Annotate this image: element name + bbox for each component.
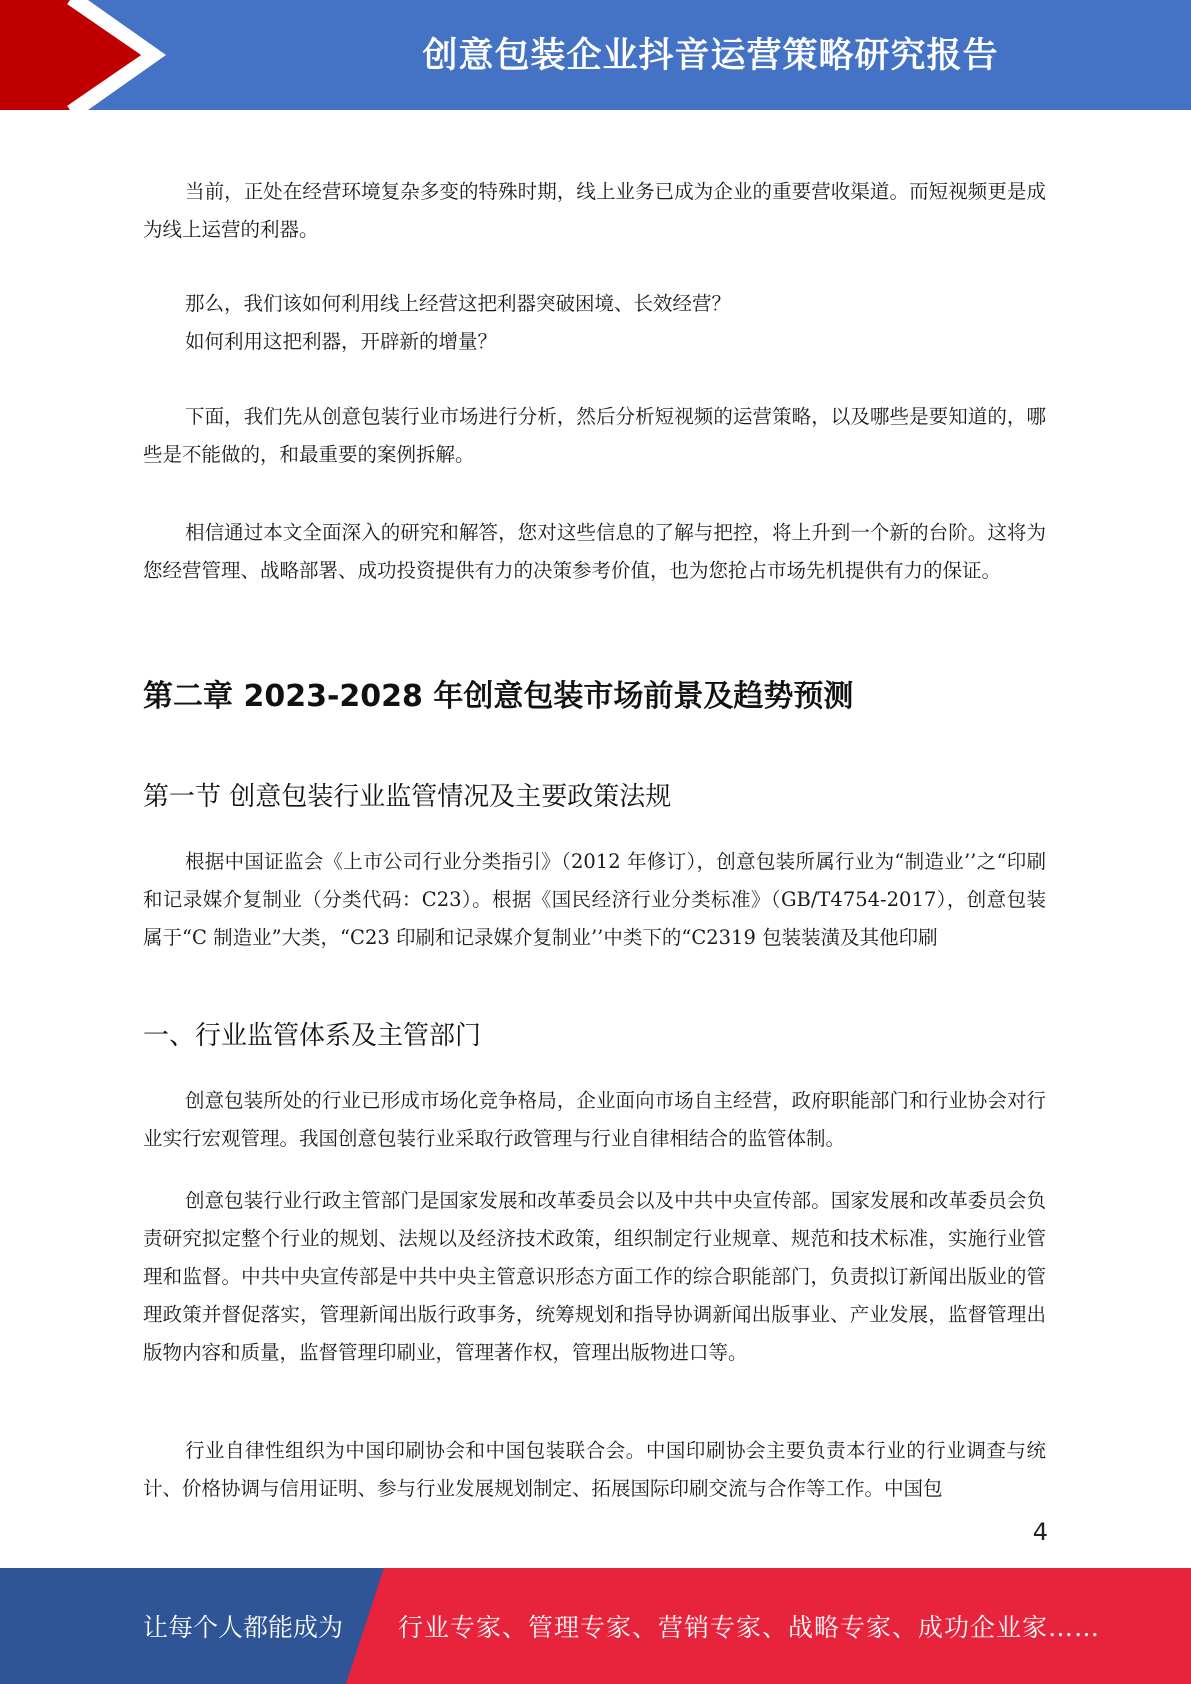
footer-slogan-right: 行业专家、管理专家、营销专家、战略专家、成功企业家……	[398, 1613, 1101, 1642]
section-body-paragraph: 根据中国证监会《上市公司行业分类指引》（2012 年修订），创意包装所属行业为“制造业’’之“印刷和记录媒介复制业（分类代码：C23）。根据《国民经济行业分类标准》（GB/T4754-2017），创意包装属于“C 制造业”大类，“C23 印刷和记录媒介复制业’’中类下的“C2319 包装装潢及其他印刷	[143, 850, 1046, 949]
subsection-paragraph-3: 行业自律性组织为中国印刷协会和中国包装联合会。中国印刷协会主要负责本行业的行业调查与统计、价格协调与信用证明、参与行业发展规划制定、拓展国际印刷交流与合作等工作。中国包	[143, 1439, 1046, 1500]
chapter-title: 第二章 2023-2028 年创意包装市场前景及趋势预测	[143, 679, 854, 714]
question-line-1: 那么，我们该如何利用线上经营这把利器突破困境、长效经营？	[185, 292, 732, 315]
footer-slogan-left: 让每个人都能成为	[143, 1613, 344, 1642]
subsection-title: 一、行业监管体系及主管部门	[143, 1021, 482, 1051]
question-line-2: 如何利用这把利器，开辟新的增量？	[185, 330, 498, 353]
page-number: 4	[1032, 1518, 1048, 1546]
header-banner	[0, 0, 1191, 110]
section-title: 第一节 创意包装行业监管情况及主要政策法规	[143, 782, 672, 812]
intro-paragraph: 当前，正处在经营环境复杂多变的特殊时期，线上业务已成为企业的重要营收渠道。而短视频更是成为线上运营的利器。	[143, 180, 1046, 241]
subsection-paragraph-1: 创意包装所处的行业已形成市场化竞争格局，企业面向市场自主经营，政府职能部门和行业协会对行业实行宏观管理。我国创意包装行业采取行政管理与行业自律相结合的监管体制。	[143, 1089, 1046, 1150]
conclusion-paragraph: 相信通过本文全面深入的研究和解答，您对这些信息的了解与把控，将上升到一个新的台阶。这将为您经营管理、战略部署、成功投资提供有力的决策参考价值，也为您抢占市场先机提供有力的保证。	[143, 521, 1046, 582]
footer-banner	[0, 1568, 1191, 1684]
analysis-paragraph: 下面，我们先从创意包装行业市场进行分析，然后分析短视频的运营策略，以及哪些是要知道的，哪些是不能做的，和最重要的案例拆解。	[143, 405, 1046, 466]
report-title: 创意包装企业抖音运营策略研究报告	[422, 35, 999, 76]
subsection-paragraph-2: 创意包装行业行政主管部门是国家发展和改革委员会以及中共中央宣传部。国家发展和改革委员会负责研究拟定整个行业的规划、法规以及经济技术政策，组织制定行业规章、规范和技术标准，实施行业管理和监督。中共中央宣传部是中共中央主管意识形态方面工作的综合职能部门，负责拟订新闻出版业的管理政策并督促落实，管理新闻出版行政事务，统筹规划和指导协调新闻出版事业、产业发展，监督管理出版物内容和质量，监督管理印刷业，管理著作权，管理出版物进口等。	[143, 1189, 1046, 1364]
